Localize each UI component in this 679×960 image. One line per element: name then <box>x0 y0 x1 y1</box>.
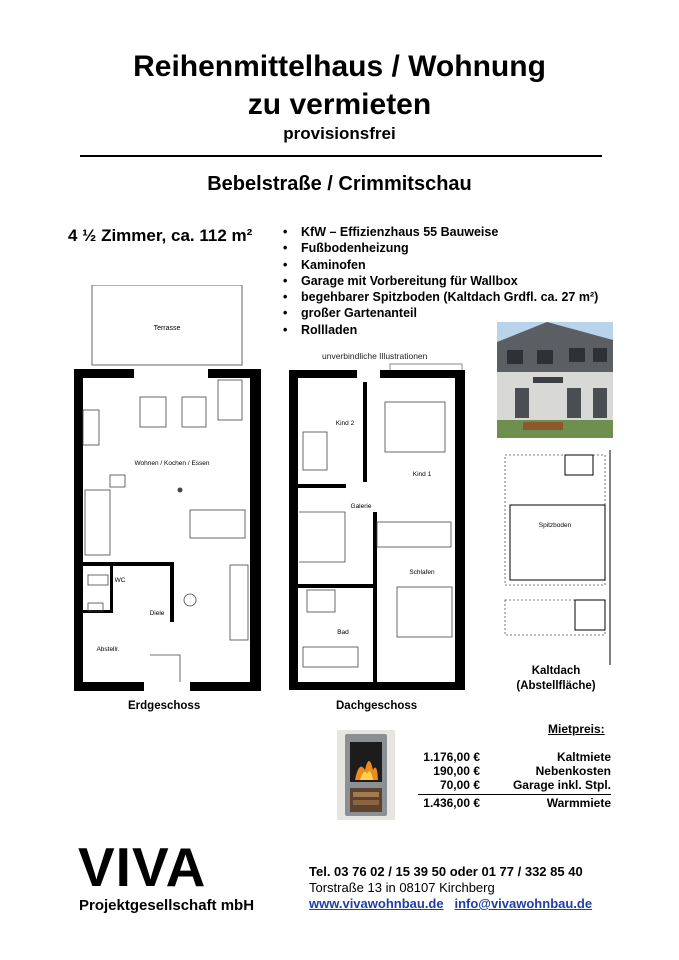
feature-text: großer Gartenanteil <box>301 306 417 321</box>
feature-text: Kaminofen <box>301 257 366 272</box>
price-amount: 190,00 € <box>433 764 480 778</box>
feature-item <box>283 224 598 240</box>
web-links <box>309 896 592 911</box>
bath-label: Bad <box>337 629 349 636</box>
feature-list <box>283 224 598 338</box>
email-link[interactable]: info@vivawohnbau.de <box>454 896 593 911</box>
title-line-1: Reihenmittelhaus / Wohnung <box>133 50 546 83</box>
header-divider <box>80 155 602 157</box>
attic-caption-line2: (Abstellfläche) <box>516 680 596 692</box>
bullet-icon: • <box>283 273 288 288</box>
feature-text: KfW – Effizienzhaus 55 Bauweise <box>301 225 499 239</box>
ground-floor-caption: Erdgeschoss <box>128 700 201 712</box>
company-subtitle: Projektgesellschaft mbH <box>79 897 255 914</box>
price-label: Garage inkl. Stpl. <box>512 778 611 792</box>
attic-caption-line1: Kaltdach <box>531 665 581 677</box>
upper-floor-caption: Dachgeschoss <box>336 700 418 712</box>
bullet-icon: • <box>283 257 288 272</box>
living-label: Wohnen / Kochen / Essen <box>134 460 210 467</box>
attic-label: Spitzboden <box>538 522 572 529</box>
feature-item <box>283 273 598 289</box>
ground-walls <box>74 369 261 691</box>
sleep-label: Schlafen <box>409 569 435 576</box>
price-row <box>418 764 611 779</box>
title-line-2: zu vermieten <box>247 88 432 121</box>
bullet-icon: • <box>283 322 288 337</box>
bullet-icon: • <box>283 225 288 239</box>
price-amount: 70,00 € <box>439 778 480 792</box>
price-total-label: Warmmiete <box>546 796 611 810</box>
price-row <box>418 778 611 793</box>
illustration-note: unverbindliche Illustrationen <box>322 351 428 361</box>
feature-text: Fußbodenheizung <box>301 241 409 256</box>
attic-caption <box>500 664 612 694</box>
website-link[interactable]: www.vivawohnbau.de <box>309 896 444 911</box>
bullet-icon: • <box>283 306 288 321</box>
feature-item <box>283 305 598 321</box>
attic-plan <box>500 450 615 665</box>
feature-item <box>283 257 598 273</box>
upper-floor-plan <box>285 362 467 692</box>
price-amount: 1.176,00 € <box>423 750 480 764</box>
kid2-label: Kind 2 <box>335 420 355 427</box>
rooms-size: 4 ½ Zimmer, ca. 112 m² <box>68 226 253 245</box>
price-total-row <box>418 796 611 811</box>
feature-item <box>283 240 598 256</box>
price-total-amount: 1.436,00 € <box>423 796 480 810</box>
address-heading: Bebelstraße / Crimmitschau <box>207 173 472 195</box>
price-row <box>418 750 611 765</box>
feature-text: Garage mit Vorbereitung für Wallbox <box>301 273 518 288</box>
terrace-label: Terrasse <box>153 325 181 332</box>
subtitle: provisionsfrei <box>283 124 396 143</box>
bullet-icon: • <box>283 290 288 305</box>
feature-text: Rollladen <box>301 322 358 337</box>
price-total-divider <box>418 794 611 795</box>
hall-label: Diele <box>149 610 165 617</box>
fireplace-photo <box>337 730 395 820</box>
feature-text: begehbarer Spitzboden (Kaltdach Grdfl. ca. 27 m²) <box>301 290 599 305</box>
kid1-label: Kind 1 <box>412 471 432 478</box>
phone-line: Tel. 03 76 02 / 15 39 50 oder 01 77 / 332 85 40 <box>309 864 583 879</box>
company-logo: VIVA <box>78 836 207 898</box>
gallery-label: Galerie <box>350 503 372 510</box>
feature-item <box>283 289 598 305</box>
bullet-icon: • <box>283 241 288 256</box>
wc-label: WC <box>114 577 126 584</box>
ground-floor-plan <box>70 285 265 695</box>
storage-label: Abstellr. <box>96 646 120 653</box>
price-label: Kaltmiete <box>556 750 611 764</box>
street-address: Torstraße 13 in 08107 Kirchberg <box>309 880 495 895</box>
price-heading: Mietpreis: <box>548 722 605 736</box>
house-photo <box>497 322 613 438</box>
price-label: Nebenkosten <box>535 764 611 778</box>
